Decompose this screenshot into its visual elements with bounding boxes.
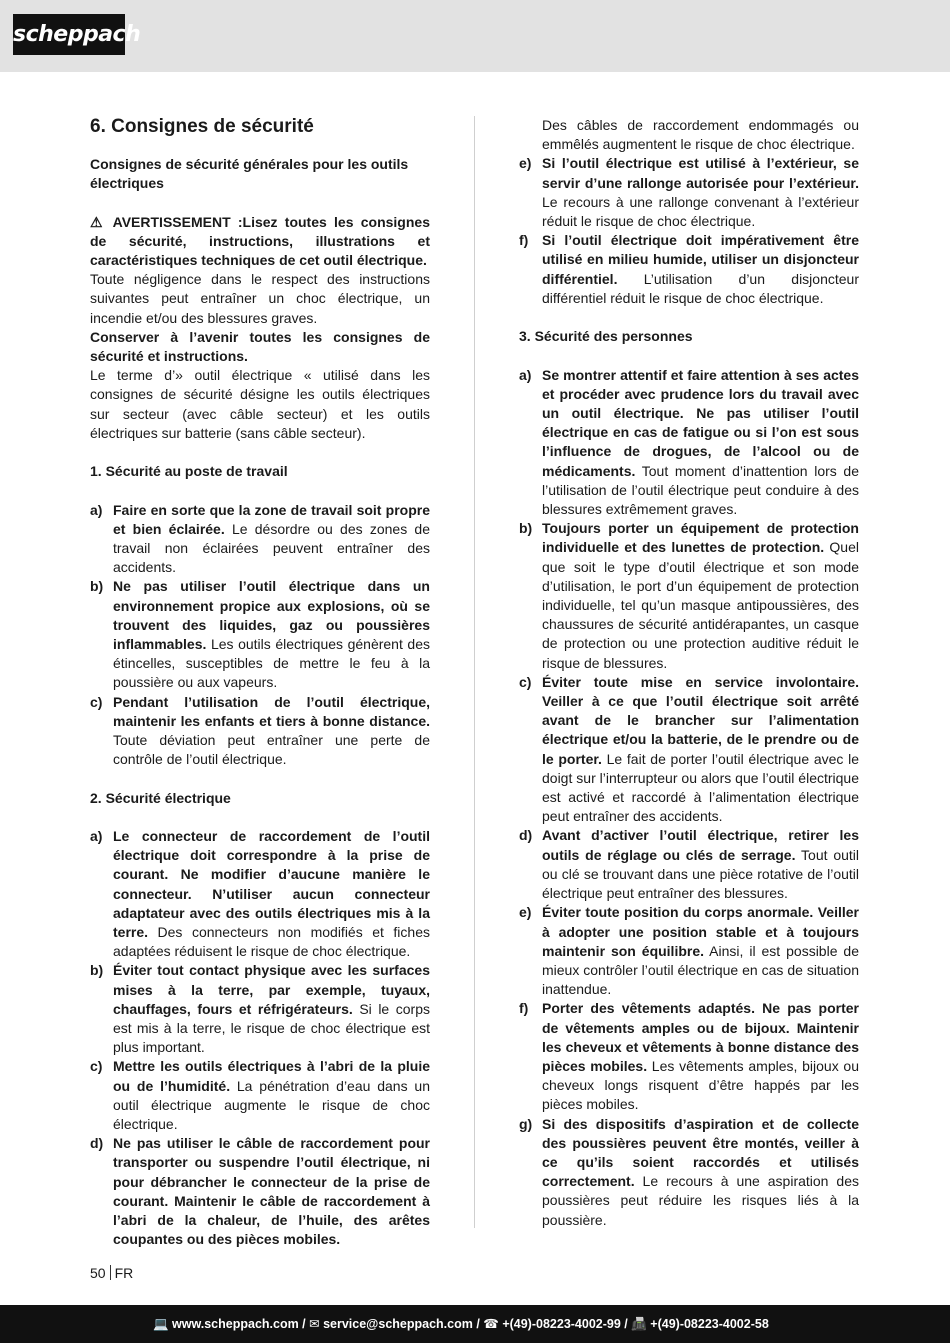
scheppach-logo: scheppach — [13, 14, 125, 55]
item-bold-text: Si des dispositifs d’aspiration et de collecte des poussières peuvent être montés, veiller à ce qu’ils soient raccordés et utilisés correctement. — [542, 1115, 859, 1190]
warning-icon: ⚠ — [90, 213, 106, 230]
item-letter: b) — [90, 962, 104, 979]
item-letter: f) — [519, 1000, 529, 1017]
item-text: Tout outil ou clé se trouvant dans une pièce rotative de l’outil électrique peut entraîner des blessures. — [542, 846, 860, 902]
item-letter: c) — [519, 673, 532, 690]
s3-item — [519, 519, 859, 673]
keep-instructions: Conserver à l’avenir toutes les consignes de sécurité et instructions. — [90, 328, 430, 365]
footer-mail[interactable]: service@scheppach.com / — [319, 1317, 484, 1331]
item-bold-text: Se montrer attentif et faire attention à ses actes et procéder avec prudence lors du travail avec un outil électrique. Ne pas utiliser l’outil électrique en cas de fatigue ou si l’on est sous l’influence de drogues, de l’alcool ou de médicaments. — [542, 366, 859, 479]
item-letter: c) — [90, 693, 103, 710]
item-text: Le fait de porter l’outil électrique avec le doigt sur l’interrupteur ou alors que l’outil électrique est activé et raccordé à l’alimentation électrique peut entraîner des accidents. — [542, 750, 859, 825]
item-text: Quel que soit le type d’outil électrique et son mode d’utilisation, le port d’un équipement de protection individuelle, tel qu’un masque antipoussières, des chaussures de sécurité antidérapantes, un casque de protection ou une protection auditive réduit le risque de blessures. — [542, 539, 859, 671]
section-title: 6. Consignes de sécurité — [90, 116, 314, 137]
item-bold-text: Porter des vêtements adaptés. Ne pas porter de vêtements amples ou de bijoux. Maintenir les cheveux et vêtements à bonne distance des pièces mobiles. — [542, 1000, 859, 1074]
s1-item — [90, 577, 430, 692]
item-bold-text: Avant d’activer l’outil électrique, retirer les outils de réglage ou clés de serrage. — [542, 827, 859, 863]
s2-item — [519, 154, 859, 231]
item-bold-text: Toujours porter un équipement de protection individuelle et des lunettes de protection. — [542, 520, 859, 556]
item-letter: a) — [90, 501, 103, 518]
item-text: Le désordre ou des zones de travail non éclairées peuvent entraîner des accidents. — [113, 520, 430, 576]
s3-item — [519, 673, 859, 827]
term-definition: Le terme d’» outil électrique « utilisé dans les consignes de sécurité désigne les outils électriques sur secteur (avec câble secteur) et les outils électriques sur batterie (sans câble secteur). — [90, 367, 430, 441]
item-letter: f) — [519, 232, 529, 249]
item-text: Les outils électriques génèrent des étincelles, susceptibles de mettre le feu à la poussière ou aux vapeurs. — [113, 636, 430, 691]
column-divider — [474, 116, 475, 1228]
general-heading: Consignes de sécurité générales pour les outils électriques — [90, 156, 409, 192]
item-bold-text: Faire en sorte que la zone de travail soit propre et bien éclairée. — [113, 501, 430, 537]
s3-item — [519, 366, 859, 520]
item-bold-text: Si l’outil électrique doit impérativement être utilisé en milieu humide, utiliser un disjoncteur différentiel. — [542, 232, 859, 287]
phone-icon: ☎ — [483, 1317, 499, 1331]
item-text: Le recours à une rallonge convenant à l’extérieur réduit le risque de choc électrique. — [542, 193, 859, 230]
s3-list — [519, 366, 859, 1230]
item-text: Le recours à une aspiration des poussières peut réduire les risques liés à la poussière. — [542, 1173, 859, 1228]
s2-list — [90, 827, 430, 1249]
footer-fax: +(49)-08223-4002-58 — [646, 1317, 769, 1331]
item-letter: a) — [90, 828, 103, 845]
s3-item — [519, 999, 859, 1114]
item-bold-text: Pendant l’utilisation de l’outil électrique, maintenir les enfants et tiers à bonne distance. — [113, 693, 430, 729]
item-letter: g) — [519, 1115, 533, 1132]
item-bold-text: Ne pas utiliser l’outil électrique dans un environnement propice aux explosions, où se trouvent des liquides, gaz ou poussières inflammables. — [113, 578, 430, 653]
s2-item — [90, 827, 430, 961]
mail-icon: ✉ — [309, 1317, 320, 1331]
s1-item — [90, 693, 430, 770]
s2-cont-list — [519, 154, 859, 308]
item-text: Tout moment d’inattention lors de l’utilisation de l’outil électrique peut conduire à des blessures extrêmement graves. — [542, 462, 859, 518]
s3-item — [519, 1115, 859, 1230]
s2-item — [90, 1057, 430, 1134]
item-text: La pénétration d’eau dans un outil électrique augmente le risque de choc électrique. — [113, 1077, 430, 1133]
item-text: Si le corps est mis à la terre, le risque de choc électrique est plus important. — [113, 1000, 430, 1056]
s2-heading: 2. Sécurité électrique — [90, 789, 231, 806]
s3-item — [519, 903, 859, 999]
item-bold-text: Ne pas utiliser le câble de raccordement pour transporter ou suspendre l’outil électrique, ni pour débrancher le connecteur de la prise de courant. Maintenir le câble de raccordement à l’abri de la chaleur, de l’huile, des arêtes coupantes ou des pièces mobiles. — [113, 1135, 430, 1248]
s1-heading: 1. Sécurité au poste de travail — [90, 463, 288, 480]
computer-icon: 💻 — [153, 1317, 169, 1331]
item-text: Des connecteurs non modifiés et fiches adaptées réduisent le risque de choc électrique. — [113, 924, 430, 960]
item-letter: c) — [90, 1058, 103, 1075]
warning-paragraph: ⚠ AVERTISSEMENT :Lisez toutes les consignes de sécurité, instructions, illustrations et caractéristiques techniques de cet outil électrique. — [90, 213, 430, 268]
item-text: Les vêtements amples, bijoux ou cheveux longs risquent d’être happés par les pièces mobiles. — [542, 1057, 859, 1113]
s1-list — [90, 501, 430, 770]
item-bold-text: Éviter toute position du corps anormale. Veiller à adopter une position stable et à toujours maintenir son équilibre. — [542, 904, 859, 959]
item-bold-text: Si l’outil électrique est utilisé à l’extérieur, se servir d’une rallonge autorisée pour l’extérieur. — [542, 155, 859, 191]
item-letter: a) — [519, 366, 532, 383]
footer-web[interactable]: www.scheppach.com / — [168, 1317, 310, 1331]
item-bold-text: Mettre les outils électriques à l’abri de la pluie ou de l’humidité. — [113, 1058, 430, 1094]
item-letter: b) — [90, 578, 104, 595]
item-letter: b) — [519, 520, 533, 537]
footer-contact — [153, 1305, 769, 1343]
item-letter: d) — [90, 1135, 104, 1152]
s2-continuation: Des câbles de raccordement endommagés ou emmêlés augmentent le risque de choc électrique. — [542, 117, 859, 153]
left-column — [90, 116, 430, 1250]
item-text: L’utilisation d’un disjoncteur différentiel réduit le risque de choc électrique. — [542, 270, 859, 306]
item-letter: e) — [519, 904, 532, 921]
item-bold-text: Éviter tout contact physique avec les surfaces mises à la terre, par exemple, tuyaux, chauffages, fours et réfrigérateurs. — [113, 962, 430, 1017]
item-text: Toute déviation peut entraîner une perte de contrôle de l’outil électrique. — [113, 732, 430, 768]
footer-bar — [0, 1305, 950, 1343]
fax-icon: 📠 — [631, 1317, 647, 1331]
s2-item — [519, 231, 859, 308]
item-bold-text: Le connecteur de raccordement de l’outil électrique doit correspondre à la prise de courant. Ne modifier d’aucune manière le connecteur. N’utiliser aucun connecteur adaptateur avec des outils électriques mis à la terre. — [113, 828, 430, 941]
footer-phone: +(49)-08223-4002-99 / — [498, 1317, 632, 1331]
s2-item — [90, 961, 430, 1057]
s3-heading: 3. Sécurité des personnes — [519, 328, 693, 345]
page-header — [0, 0, 950, 72]
s3-item — [519, 826, 859, 903]
s1-item — [90, 501, 430, 578]
right-column — [519, 116, 859, 1230]
item-text: Ainsi, il est possible de mieux contrôler l’outil électrique en cas de situation inattendue. — [542, 942, 859, 998]
item-letter: e) — [519, 155, 532, 172]
item-letter: d) — [519, 827, 533, 844]
page-number: 50 FR — [90, 1265, 134, 1281]
warning-text: Toute négligence dans le respect des instructions suivantes peut entraîner un choc électrique, un incendie et/ou des blessures graves. — [90, 271, 430, 326]
s2-item — [90, 1134, 430, 1249]
item-bold-text: Éviter toute mise en service involontaire. Veiller à ce que l’outil électrique soit arrêté avant de le brancher sur l’alimentation électrique et/ou la batterie, de le prendre ou de le porter. — [542, 673, 859, 767]
